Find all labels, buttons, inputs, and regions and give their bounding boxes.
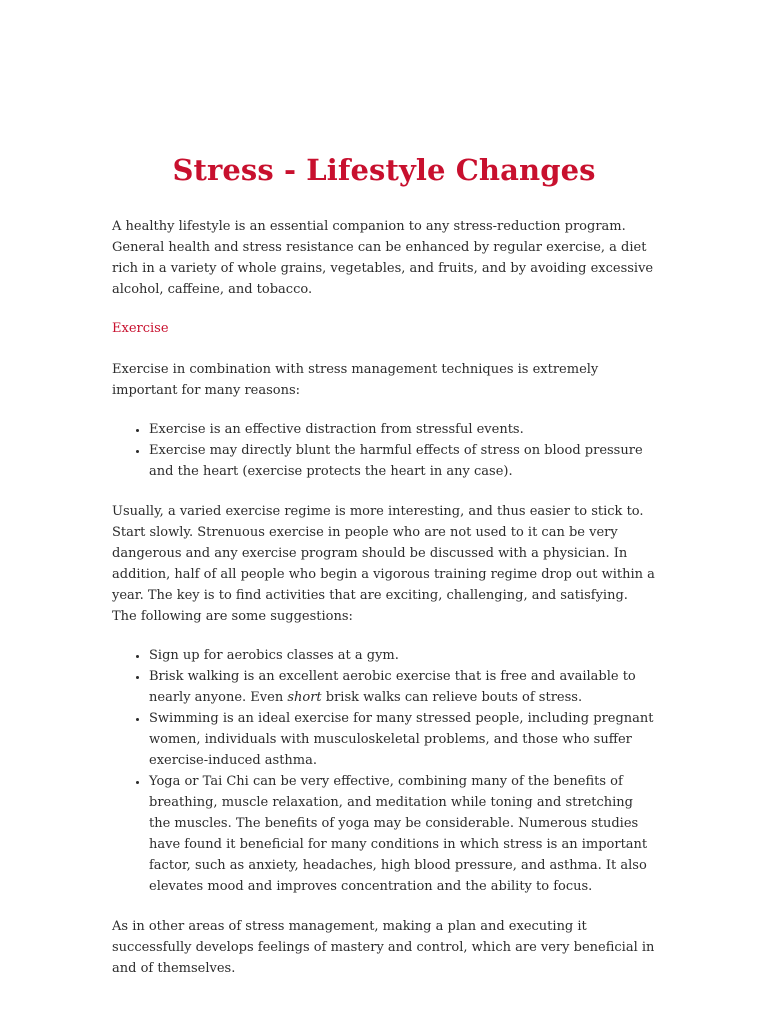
closing-paragraph: As in other areas of stress management, making a plan and executing it successfully develops feelings of mastery and control, which are very beneficial in and of themselves. (112, 919, 655, 976)
list-item: • Swimming is an ideal exercise for many stressed people, including pregnant women, individuals with musculoskeletal problems, and those who suffer exercise-induced asthma. (149, 708, 656, 771)
suggestions-list (112, 645, 656, 897)
list-item: • Sign up for aerobics classes at a gym. (149, 645, 656, 666)
exercise-intro-paragraph: Exercise in combination with stress management techniques is extremely important for many reasons: (112, 362, 599, 398)
walking-emphasis: short (287, 690, 322, 705)
list-item (149, 666, 656, 708)
list-item: • Exercise is an effective distraction from stressful events. (149, 419, 656, 440)
section-heading-exercise: Exercise (112, 321, 169, 336)
page-title: Stress - Lifestyle Changes (172, 153, 596, 187)
list-item: • Exercise may directly blunt the harmful effects of stress on blood pressure and the heart (exercise protects the heart in any case). (149, 440, 656, 482)
regime-paragraph: Usually, a varied exercise regime is more interesting, and thus easier to stick to. Start slowly. Strenuous exercise in people who are not used to it can be very dangerous and any exercise program should be discussed with a physician. In addition, half of all people who begin a vigorous training regime drop out within a year. The key is to find activities that are exciting, challenging, and satisfying. The following are some suggestions: (112, 504, 655, 624)
intro-paragraph: A healthy lifestyle is an essential companion to any stress-reduction program. General health and stress resistance can be enhanced by regular exercise, a diet rich in a variety of whole grains, vegetables, and fruits, and by avoiding excessive alcohol, caffeine, and tobacco. (112, 219, 654, 297)
walking-text-start: Brisk walking is an excellent aerobic exercise that is free and available to nearly anyone. Even (149, 669, 636, 705)
reasons-list (112, 419, 656, 482)
walking-text-end: brisk walks can relieve bouts of stress. (321, 690, 583, 705)
list-item: • Yoga or Tai Chi can be very effective, combining many of the benefits of breathing, muscle relaxation, and meditation while toning and stretching the muscles. The benefits of yoga may be considerable. Numerous studies have found it beneficial for many conditions in which stress is an important factor, such as anxiety, headaches, high blood pressure, and asthma. It also elevates mood and improves concentration and the ability to focus. (149, 771, 656, 897)
